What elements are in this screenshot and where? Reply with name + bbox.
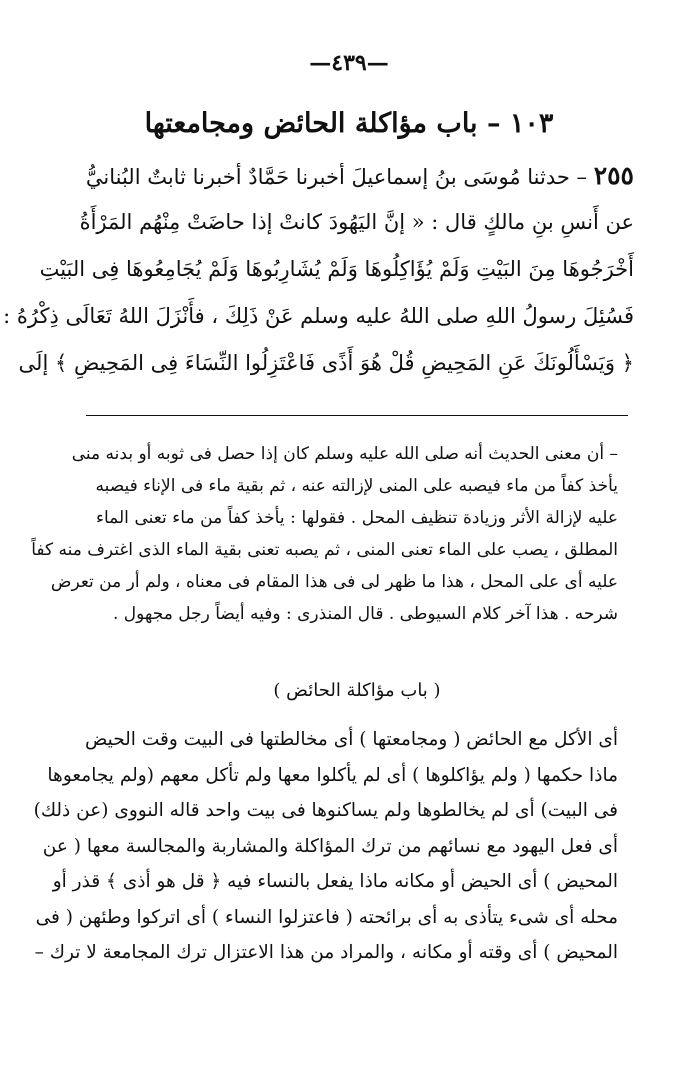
- hadith-line: أَخْرَجُوهَا مِنَ البَيْتِ وَلَمْ يُؤَاكِلُوهَا وَلَمْ يُشَارِبُوهَا وَلَمْ يُجَامِعُوهَا فِى البَيْتِ: [39, 257, 634, 281]
- commentary-line: المطلق ، يصب على الماء تعنى المنى ، ثم يصبه تعنى بقية الماء الذى اغترف منه كفاً: [31, 540, 618, 560]
- commentary-line: عليه أى على المحل ، هذا ما ظهر لى فى هذا المقام فى معناه ، ولم أر من تعرض: [50, 572, 618, 592]
- hadith-line: فَسُئِلَ رسولُ اللهِ صلى اللهُ عليه وسلم عَنْ ذَلِكَ ، فأَنْزَلَ اللهُ تَعَالَى ذِكْرُهُ :: [3, 304, 634, 328]
- hadith-line: عن أَنسِ بنِ مالكٍ قال : « إنَّ اليَهُودَ كانتْ إذا حاضَتْ مِنْهُم المَرْأَةُ: [79, 210, 634, 234]
- explanation-line: ماذا حكمها ( ولم يؤاكلوها ) أى لم يأكلوا معها ولم تأكل معهم (ولم يجامعوها: [47, 764, 618, 786]
- chapter-title: ١٠٣ – باب مؤاكلة الحائض ومجامعتها: [144, 108, 554, 139]
- commentary-line: عليه لإزالة الأثر وزيادة تنظيف المحل . فقولها : يأخذ كفاً من ماء تعنى الماء: [96, 508, 618, 528]
- hadith-text: [3, 152, 634, 387]
- explanation-line: أى فعل اليهود مع نسائهم من ترك المؤاكلة والمشاربة والمجالسة معها ( عن: [42, 835, 618, 857]
- explanation-line: محله أى شىء يتأذى به أى برائحته ( فاعتزلوا النساء ) أى اتركوا وطئهن ( فى: [35, 906, 618, 928]
- page-number: —٤٣٩—: [309, 50, 389, 76]
- commentary-line: يأخذ كفاً من ماء فيصبه على المنى لإزالته عنه ، ثم بقية ماء فى الإناء فيصبه: [95, 476, 618, 496]
- explanation-text: [33, 722, 618, 971]
- hadith-line: ﴿ وَيَسْأَلُونَكَ عَنِ المَحِيضِ قُلْ هُوَ أَذًى فَاعْتَزِلُوا النِّسَاءَ فِى المَحِيضِ ﴾ إلَى: [18, 351, 634, 375]
- commentary-text: [31, 438, 618, 630]
- commentary-line: شرحه . هذا آخر كلام السيوطى . قال المنذرى : وفيه أيضاً رجل مجهول .: [112, 604, 618, 624]
- explanation-line: فى البيت) أى لم يخالطوها ولم يساكنوها فى بيت واحد قاله النووى (عن ذلك): [33, 800, 618, 821]
- commentary-line: – أن معنى الحديث أنه صلى الله عليه وسلم كان إذا حصل فى ثوبه أو بدنه منى: [71, 444, 618, 464]
- explanation-line: المحيض ) أى الحيض أو مكانه ماذا يفعل بالنساء فيه ﴿ قل هو أذى ﴾ قذر أو: [52, 871, 618, 892]
- footnote-divider: [86, 415, 628, 416]
- hadith-number: ٢٥٥: [593, 161, 634, 190]
- explanation-line: أى الأكل مع الحائض ( ومجامعتها ) أى مخالطتها فى البيت وقت الحيض: [84, 729, 618, 750]
- hadith-line: [86, 152, 634, 199]
- explanation-line: المحيض ) أى وقته أو مكانه ، والمراد من هذا الاعتزال ترك المجامعة لا ترك –: [34, 942, 618, 963]
- hadith-line-text: – حدثنا مُوسَى بنُ إسماعيلَ أخبرنا حَمَّادٌ أخبرنا ثابتٌ البُنانيُّ: [85, 165, 588, 189]
- sub-heading: ( باب مؤاكلة الحائض ): [273, 680, 441, 701]
